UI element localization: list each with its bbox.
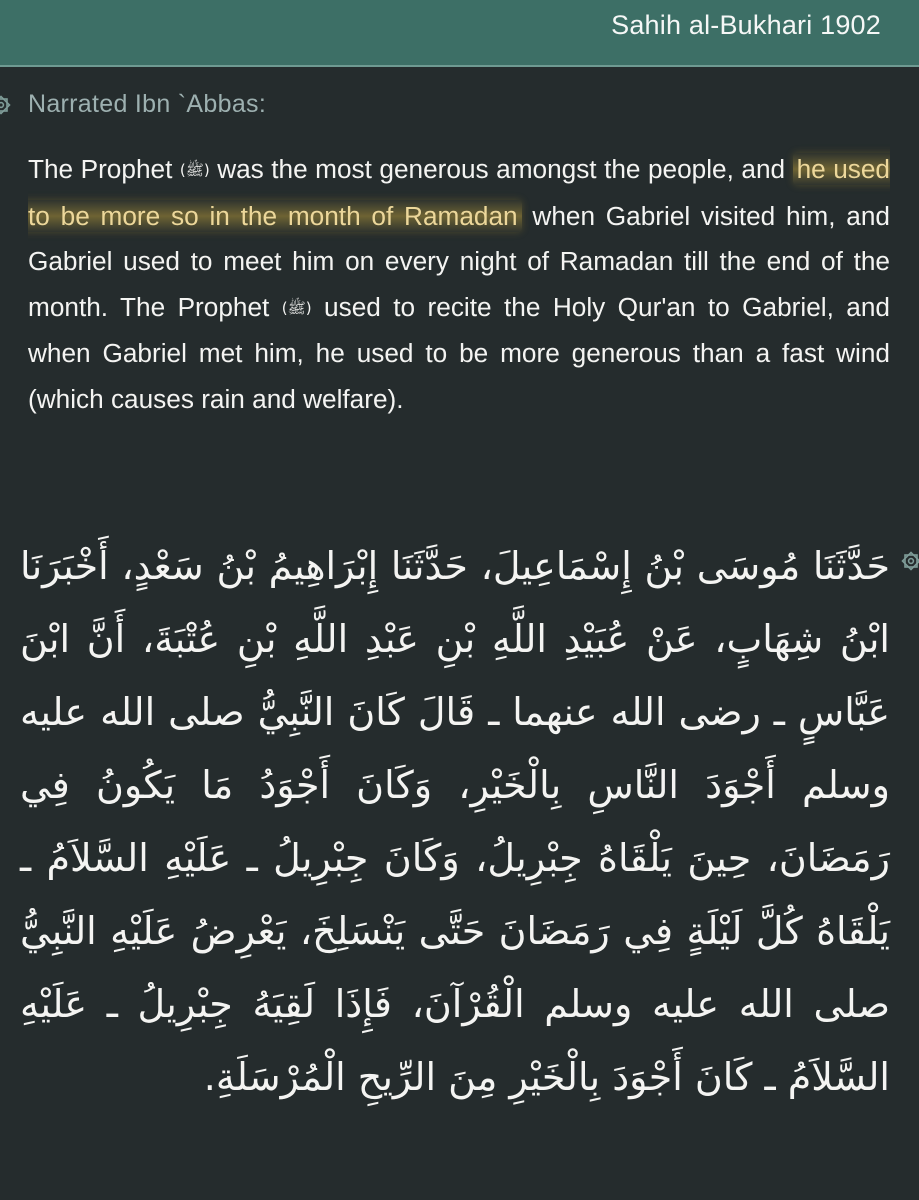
english-text-segment: The Prophet xyxy=(28,154,180,184)
star-ornament-icon xyxy=(900,550,919,572)
narrator-line: Narrated Ibn `Abbas: xyxy=(28,90,267,118)
english-text-segment: was the most generous amongst the people, and xyxy=(209,154,793,184)
english-text-segment: when Gabriel visited him, and Gabriel used to meet him on every night of Ramadan till the end of the month. The Prophet xyxy=(28,200,891,322)
highlighted-text[interactable]: he used to be more so in the month of Ramadan xyxy=(28,154,890,231)
pbuh-symbol: (ﷺ) xyxy=(281,298,312,317)
english-text-segment: used to recite the Holy Qur'an to Gabriel, and when Gabriel met him, he used to be more generous than a fast wind (which causes rain and welfare). xyxy=(28,291,890,414)
header-bar xyxy=(0,0,919,67)
arabic-text: حَدَّثَنَا مُوسَى بْنُ إِسْمَاعِيلَ، حَدَّثَنَا إِبْرَاهِيمُ بْنُ سَعْدٍ، أَخْبَرَنَا ابْنُ شِهَابٍ، عَنْ عُبَيْدِ اللَّهِ بْنِ عَبْدِ اللَّهِ بْنِ عُتْبَةَ، أَنَّ ابْنَ عَبَّاسٍ ـ رضى الله عنهما ـ قَالَ كَانَ النَّبِيُّ صلى الله عليه وسلم أَجْوَدَ النَّاسِ بِالْخَيْرِ، وَكَانَ أَجْوَدُ مَا يَكُونُ فِي رَمَضَانَ، حِينَ يَلْقَاهُ جِبْرِيلُ، وَكَانَ جِبْرِيلُ ـ عَلَيْهِ السَّلاَمُ ـ يَلْقَاهُ كُلَّ لَيْلَةٍ فِي رَمَضَانَ حَتَّى يَنْسَلِخَ، يَعْرِضُ عَلَيْهِ النَّبِيُّ صلى الله عليه وسلم الْقُرْآنَ، فَإِذَا لَقِيَهُ جِبْرِيلُ ـ عَلَيْهِ السَّلاَمُ ـ كَانَ أَجْوَدَ بِالْخَيْرِ مِنَ الرِّيحِ الْمُرْسَلَةِ. xyxy=(20,544,890,1099)
star-ornament-icon xyxy=(0,94,12,116)
pbuh-symbol: (ﷺ) xyxy=(179,161,210,179)
page-title: Sahih al-Bukhari 1902 xyxy=(611,10,881,40)
english-translation xyxy=(28,147,890,422)
